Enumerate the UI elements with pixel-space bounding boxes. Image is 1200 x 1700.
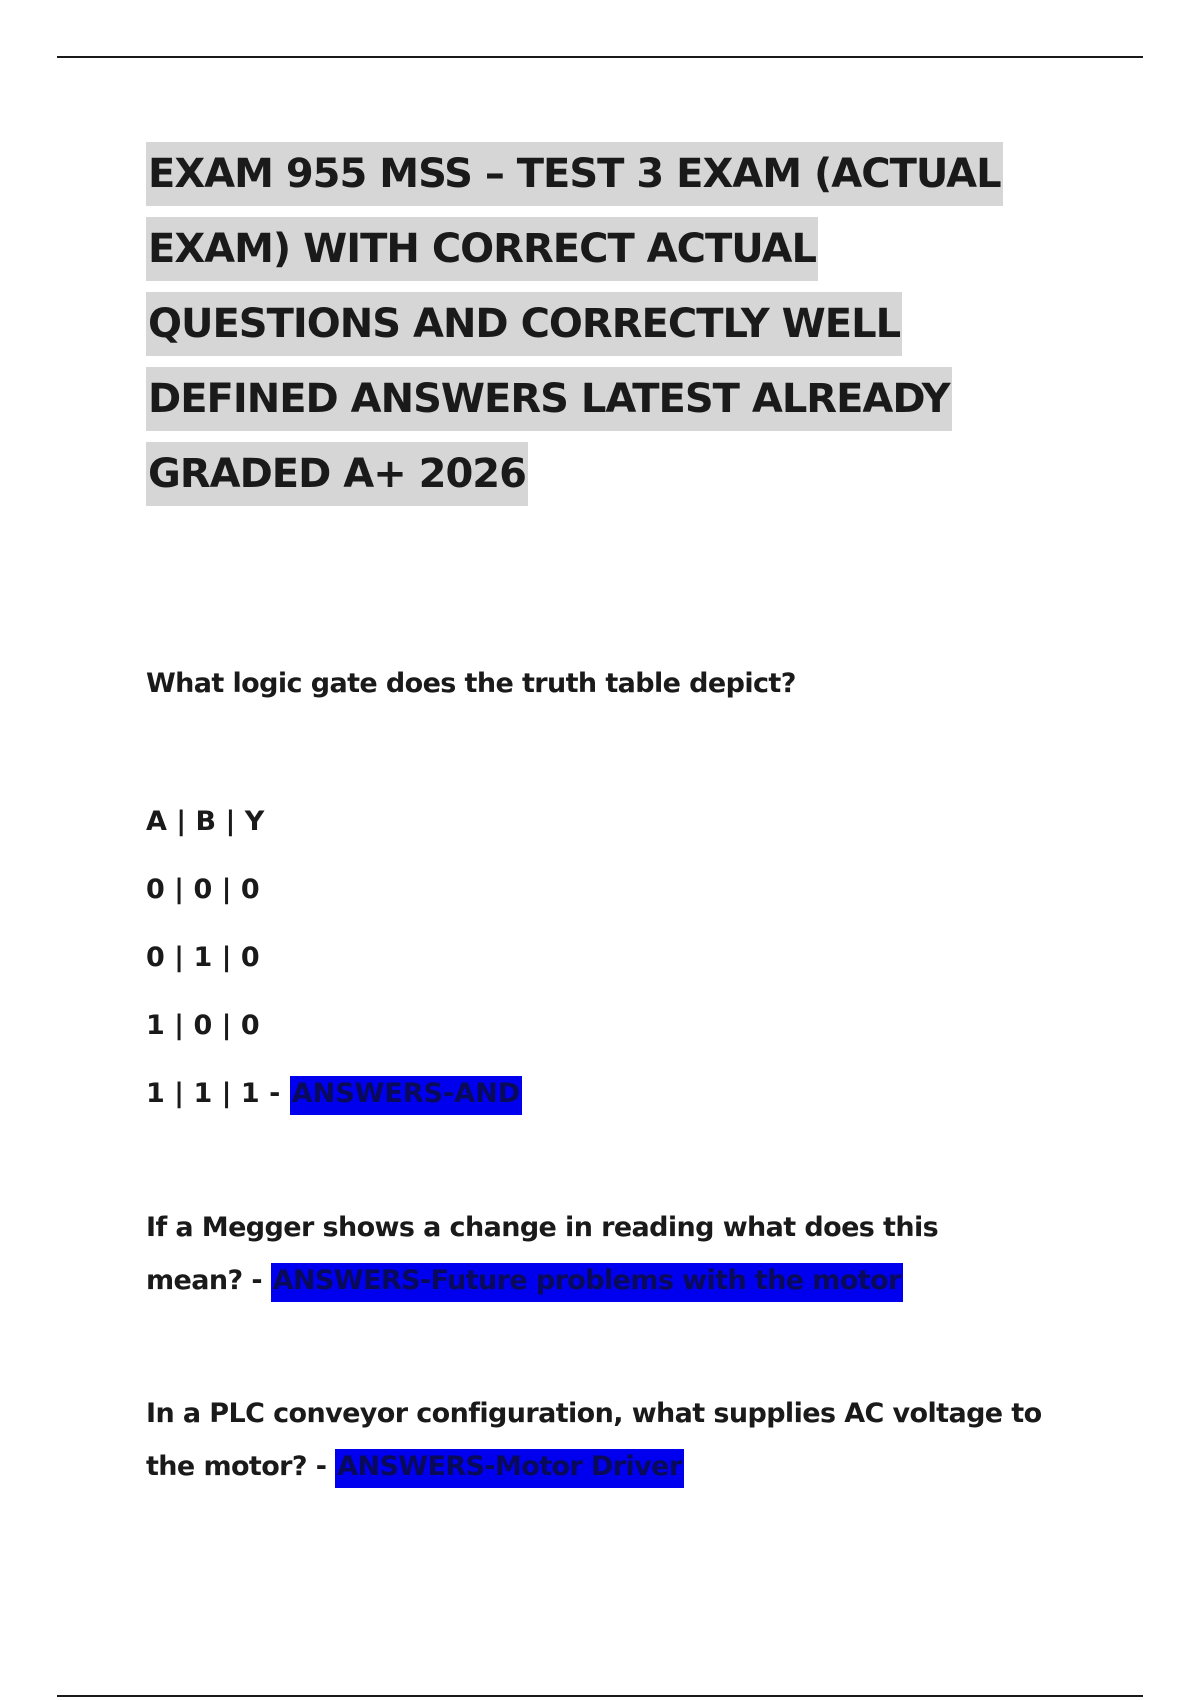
document-title bbox=[146, 142, 1106, 517]
answer-highlight: ANSWERS-Future problems with the motor bbox=[271, 1263, 903, 1302]
truth-table-header: A | B | Y bbox=[146, 806, 265, 837]
title-line: QUESTIONS AND CORRECTLY WELL bbox=[146, 292, 1106, 367]
question-2-line-2 bbox=[146, 1265, 903, 1296]
question-3-line-1: In a PLC conveyor configuration, what supplies AC voltage to bbox=[146, 1398, 1042, 1429]
truth-table-row: 0 | 1 | 0 bbox=[146, 942, 260, 973]
truth-table-row: 1 | 0 | 0 bbox=[146, 1010, 260, 1041]
title-line: EXAM 955 MSS – TEST 3 EXAM (ACTUAL bbox=[146, 142, 1106, 217]
truth-table-row: 0 | 0 | 0 bbox=[146, 874, 260, 905]
title-line: DEFINED ANSWERS LATEST ALREADY bbox=[146, 367, 1106, 442]
question-2-line-1: If a Megger shows a change in reading what does this bbox=[146, 1212, 939, 1243]
answer-highlight: ANSWERS-AND bbox=[290, 1076, 523, 1115]
title-line: GRADED A+ 2026 bbox=[146, 442, 1106, 517]
truth-table-row-prefix: 1 | 1 | 1 - bbox=[146, 1078, 290, 1109]
bottom-rule bbox=[57, 1695, 1143, 1697]
question-2-prefix: mean? - bbox=[146, 1265, 271, 1296]
answer-highlight: ANSWERS-Motor Driver bbox=[335, 1449, 683, 1488]
question-3-prefix: the motor? - bbox=[146, 1451, 336, 1482]
top-rule bbox=[57, 56, 1143, 58]
truth-table-row-answer bbox=[146, 1078, 522, 1109]
question-1-text: What logic gate does the truth table depict? bbox=[146, 668, 796, 699]
title-line: EXAM) WITH CORRECT ACTUAL bbox=[146, 217, 1106, 292]
question-3-line-2 bbox=[146, 1451, 684, 1482]
